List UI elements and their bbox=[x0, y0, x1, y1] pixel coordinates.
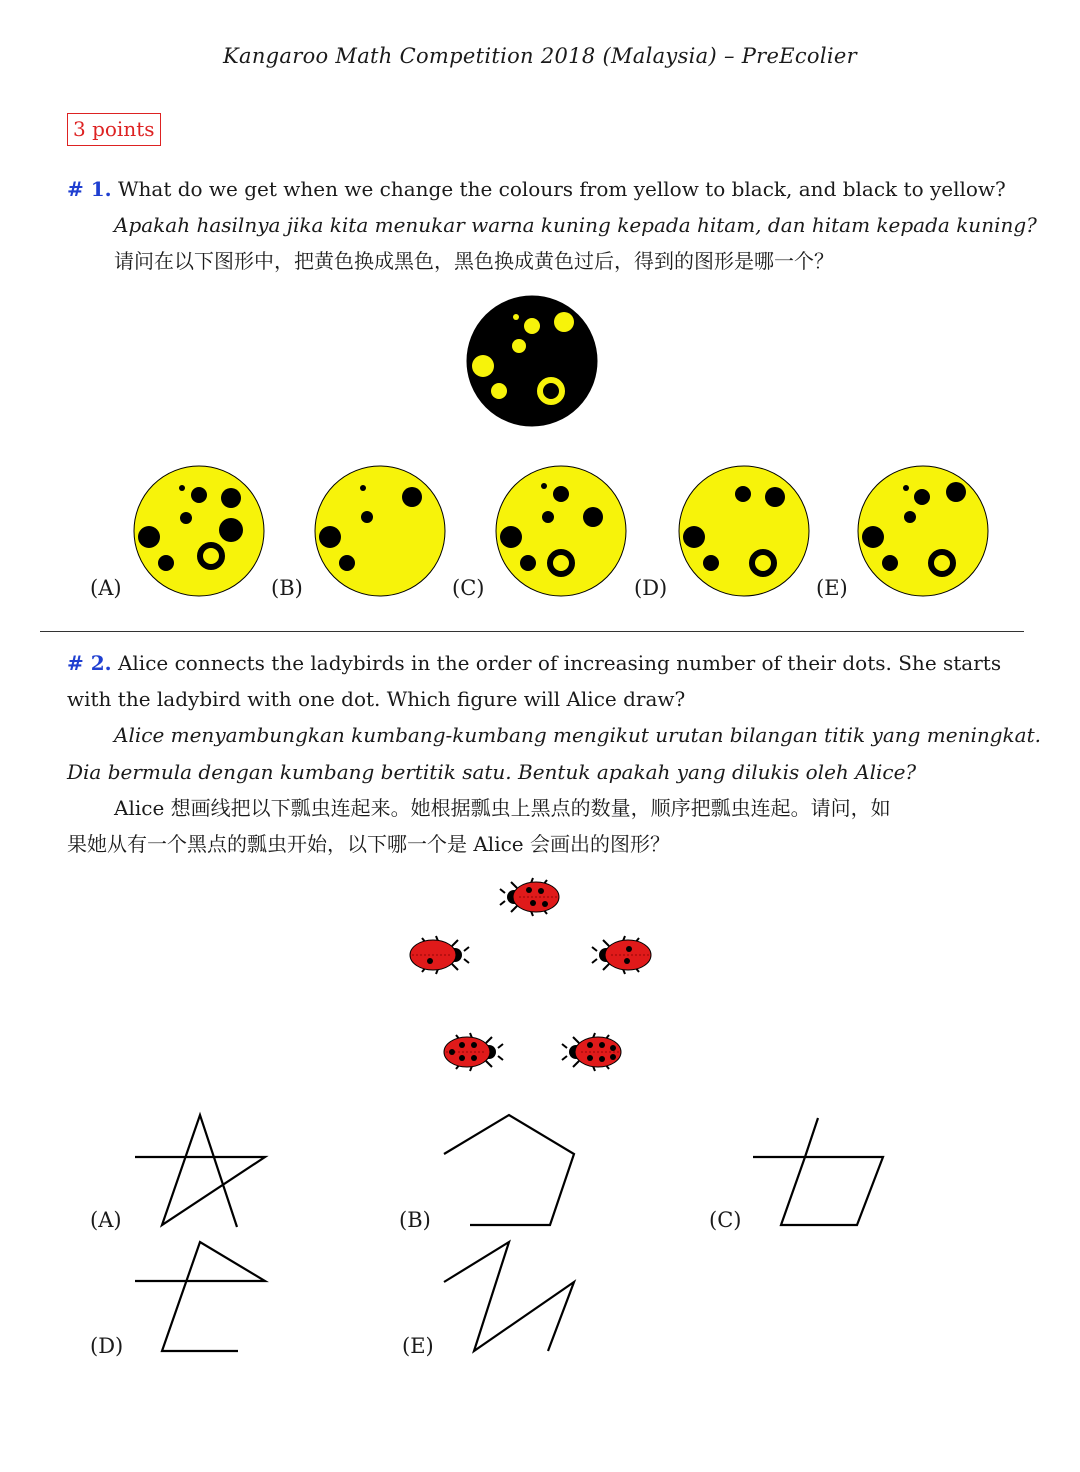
q1-option-b-label[interactable]: (B) bbox=[271, 576, 303, 600]
q1-option-d-label[interactable]: (D) bbox=[634, 576, 668, 600]
q2-option-d-label[interactable]: (D) bbox=[90, 1334, 124, 1358]
q2-option-e-label[interactable]: (E) bbox=[402, 1334, 434, 1358]
q2-text-ms-1: Alice menyambungkan kumbang-kumbang mengikut urutan bilangan titik yang meningkat. bbox=[114, 723, 1041, 747]
q1-option-e-label[interactable]: (E) bbox=[816, 576, 848, 600]
q1-text-en: What do we get when we change the colours from yellow to black, and black to yellow? bbox=[117, 177, 1006, 201]
q2-option-a-label[interactable]: (A) bbox=[90, 1208, 122, 1232]
q1-text-ms: Apakah hasilnya jika kita menukar warna kuning kepada hitam, dan hitam kepada kuning? bbox=[114, 213, 1037, 237]
q2-text-ms-2: Dia bermula dengan kumbang bertitik satu. Bentuk apakah yang dilukis oleh Alice? bbox=[67, 760, 917, 784]
q2-text-zh-1: Alice 想画线把以下瓢虫连起来。她根据瓢虫上黑点的数量，顺序把瓢虫连起。请问，如 bbox=[114, 796, 891, 820]
q2-option-c-label[interactable]: (C) bbox=[709, 1208, 742, 1232]
q2-text-en-1: Alice connects the ladybirds in the order of increasing number of their dots. She starts bbox=[117, 651, 1002, 675]
q1-option-a-label[interactable]: (A) bbox=[90, 576, 122, 600]
points-label: 3 points bbox=[67, 113, 161, 146]
q2-option-b-label[interactable]: (B) bbox=[399, 1208, 431, 1232]
q2-number: # 2. bbox=[67, 651, 112, 675]
q1-option-c-label[interactable]: (C) bbox=[452, 576, 485, 600]
q2-text-en-2: with the ladybird with one dot. Which figure will Alice draw? bbox=[67, 687, 686, 711]
page-header: Kangaroo Math Competition 2018 (Malaysia) – PreEcolier bbox=[223, 44, 857, 68]
q1-number: # 1. bbox=[67, 177, 112, 201]
q1-text-zh: 请问在以下图形中，把黄色换成黑色，黑色换成黄色过后，得到的图形是哪一个？ bbox=[114, 249, 834, 273]
q2-text-zh-2: 果她从有一个黑点的瓢虫开始，以下哪一个是 Alice 会画出的图形？ bbox=[67, 832, 670, 856]
